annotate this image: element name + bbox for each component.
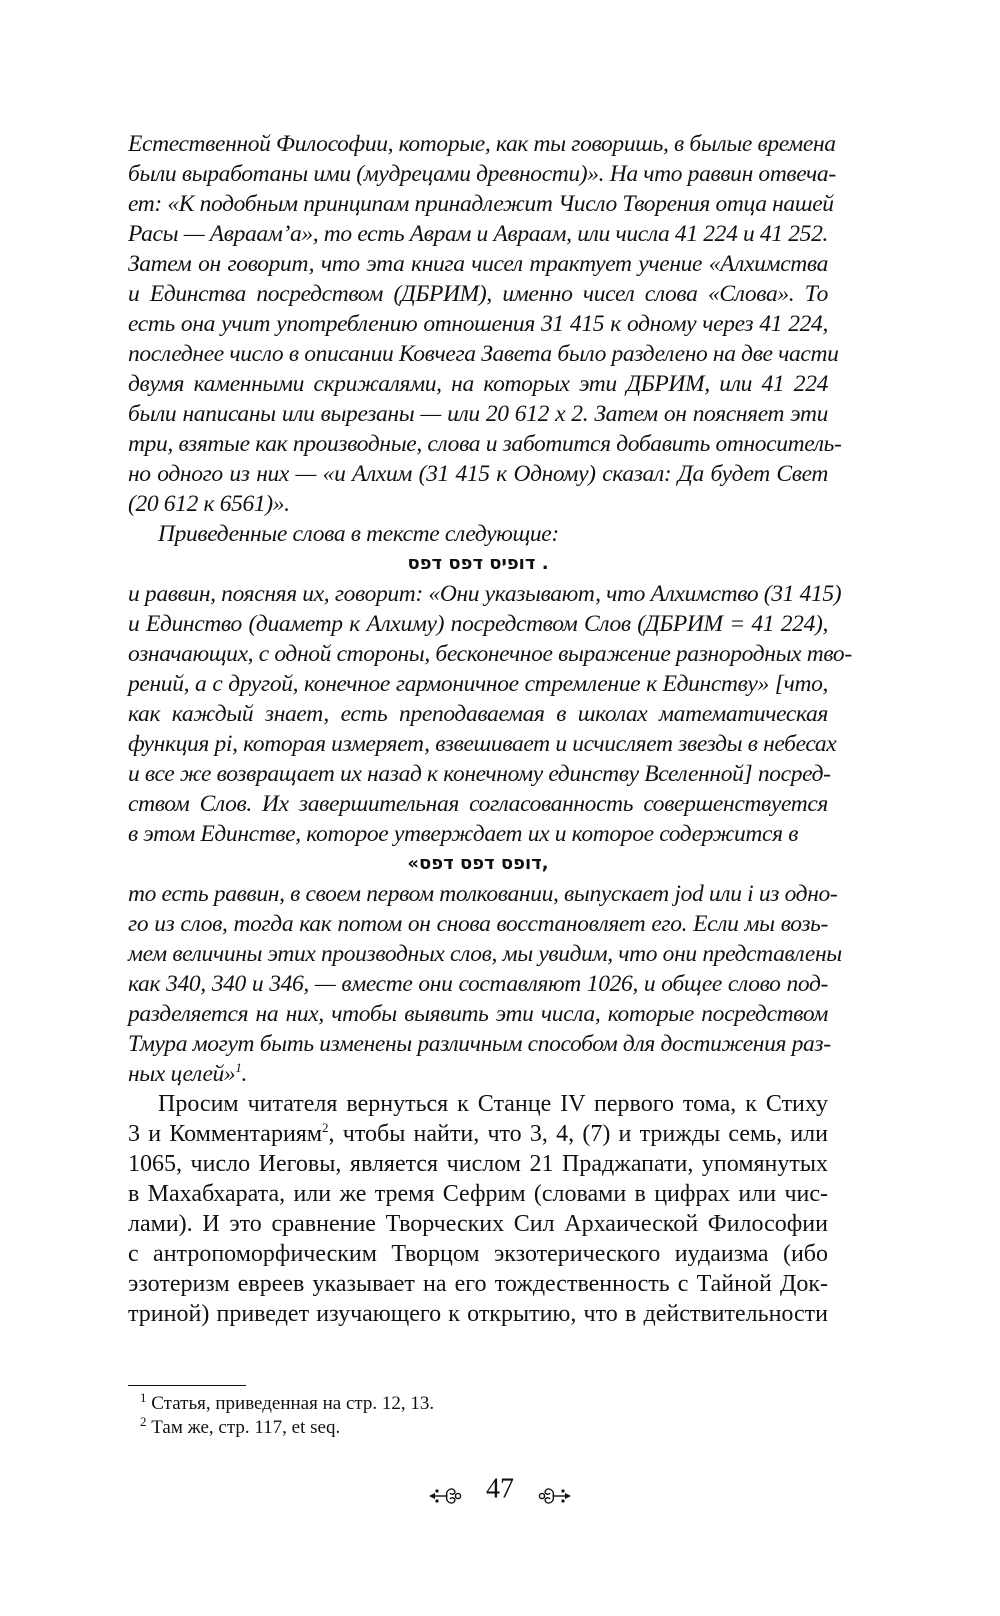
footnote-ref[interactable]: 1 (235, 1060, 242, 1075)
text-line: то есть раввин, в своем первом толковании, выпускает jod или i из одно- (128, 881, 838, 907)
quote-passage-2 (128, 579, 852, 849)
text-line: есть она учит употреблению отношения 31 415 к одному через 41 224, (128, 311, 828, 337)
text-line: три, взятые как производные, слова и заботится добавить относитель- (128, 431, 842, 457)
text-line: Тмура могут быть изменены различным способом для достижения раз- (128, 1031, 831, 1057)
text-line: триной) приведет изучающего к открытию, что в действительности (128, 1301, 828, 1327)
footnote-ref[interactable]: 2 (322, 1120, 329, 1135)
text-fragment: . (241, 1061, 248, 1087)
text-line: Естественной Философии, которые, как ты говоришь, в былые времена (128, 131, 836, 157)
text-line: были выработаны ими (мудрецами древности)». На что раввин отвеча- (128, 161, 836, 187)
footnote-text: Статья, приведенная на стр. 12, 13. (151, 1393, 435, 1414)
text-line: в Махабхарата, или же тремя Сефрим (словами в цифрах или чис- (128, 1181, 828, 1207)
hebrew-words: «ספד ספד ספוד, (407, 853, 549, 874)
text-line: означающих, с одной стороны, бесконечное выражение разнородных тво- (128, 641, 852, 667)
text-line (128, 1059, 828, 1089)
body-paragraph (128, 1089, 828, 1329)
footnote-mark: 1 (140, 1390, 147, 1405)
text-line: последнее число в описании Ковчега Завета было разделено на две части (128, 341, 839, 367)
text-line: Просим читателя вернуться к Станце IV первого тома, к Стиху (158, 1091, 828, 1117)
text-line: лами). И это сравнение Творческих Сил Архаической Философии (128, 1211, 828, 1237)
text-line: функция pi, которая измеряет, взвешивает и исчисляет звезды в небесах (128, 731, 837, 757)
page-folio (0, 1468, 1000, 1510)
text-line: как 340, 340 и 346, — вместе они составляют 1026, и общее слово под- (128, 971, 828, 997)
quote-intro: Приведенные слова в тексте следующие: (158, 521, 559, 547)
text-line: рений, а с другой, конечное гармоничное стремление к Единству» [что, (128, 671, 828, 697)
fleuron-right-icon (537, 1479, 573, 1501)
footnote-mark: 2 (140, 1414, 147, 1429)
text-line: разделяется на них, чтобы выявить эти числа, которые посредством (128, 1001, 828, 1027)
text-line: в этом Единстве, которое утверждает их и которое содержится в (128, 821, 799, 847)
text-line: мем величины этих производных слов, мы увидим, что они представлены (128, 941, 842, 967)
text-line: как каждый знает, есть преподаваемая в школах математическая (128, 701, 828, 727)
footnote-text: Там же, стр. 117, et seq. (151, 1417, 341, 1438)
text-line: ет: «К подобным принципам принадлежит Число Творения отца нашей (128, 191, 834, 217)
text-line: и все же возвращает их назад к конечному единству Вселенной] посред- (128, 761, 831, 787)
text-line: (20 612 к 6561)». (128, 491, 290, 517)
hebrew-words: ספד ספד סיפוד . (407, 553, 549, 574)
text-line: 1065, число Иеговы, является числом 21 Праджапати, упомянутых (128, 1151, 828, 1177)
text-line: с антропоморфическим Творцом экзотерического иудаизма (ибо (128, 1241, 828, 1267)
fleuron-left-icon (427, 1479, 463, 1501)
footnote-1 (140, 1392, 434, 1416)
text-line: и раввин, поясняя их, говорит: «Они указывают, что Алхимство (31 415) (128, 581, 842, 607)
footnote-2 (140, 1416, 434, 1440)
main-text (128, 129, 852, 1329)
footnotes (140, 1392, 434, 1440)
text-fragment: , чтобы найти, что 3, 4, (7) и трижды семь, или (328, 1121, 829, 1147)
text-line: Расы — Авраам’а», то есть Аврам и Авраам, или числа 41 224 и 41 252. (128, 221, 828, 247)
text-line: эзотеризм евреев указывает на его тождественность с Тайной Док- (128, 1271, 828, 1297)
quote-passage-3 (128, 879, 842, 1089)
quote-passage (128, 129, 842, 519)
text-line: и Единства посредством (ДБРИМ), именно чисел слова «Слова». То (128, 281, 828, 307)
text-line: Затем он говорит, что эта книга чисел трактует учение «Алхимства (128, 251, 828, 277)
text-fragment: ных целей» (128, 1061, 236, 1087)
text-line (128, 1119, 828, 1149)
text-line: го из слов, тогда как потом он снова восстановляет его. Если мы возь- (128, 911, 828, 937)
page-number: 47 (486, 1473, 514, 1505)
text-line: ством Слов. Их завершительная согласованность совершенствуется (128, 791, 828, 817)
text-line: двумя каменными скрижалями, на которых эти ДБРИМ, или 41 224 (128, 371, 828, 397)
text-line: были написаны или вырезаны — или 20 612 х 2. Затем он поясняет эти (128, 401, 828, 427)
text-line: но одного из них — «и Алхим (31 415 к Одному) сказал: Да будет Свет (128, 461, 828, 487)
footnote-divider (128, 1385, 246, 1386)
text-fragment: 3 и Комментариям (128, 1121, 323, 1147)
text-line: и Единство (диаметр к Алхиму) посредством Слов (ДБРИМ = 41 224), (128, 611, 828, 637)
